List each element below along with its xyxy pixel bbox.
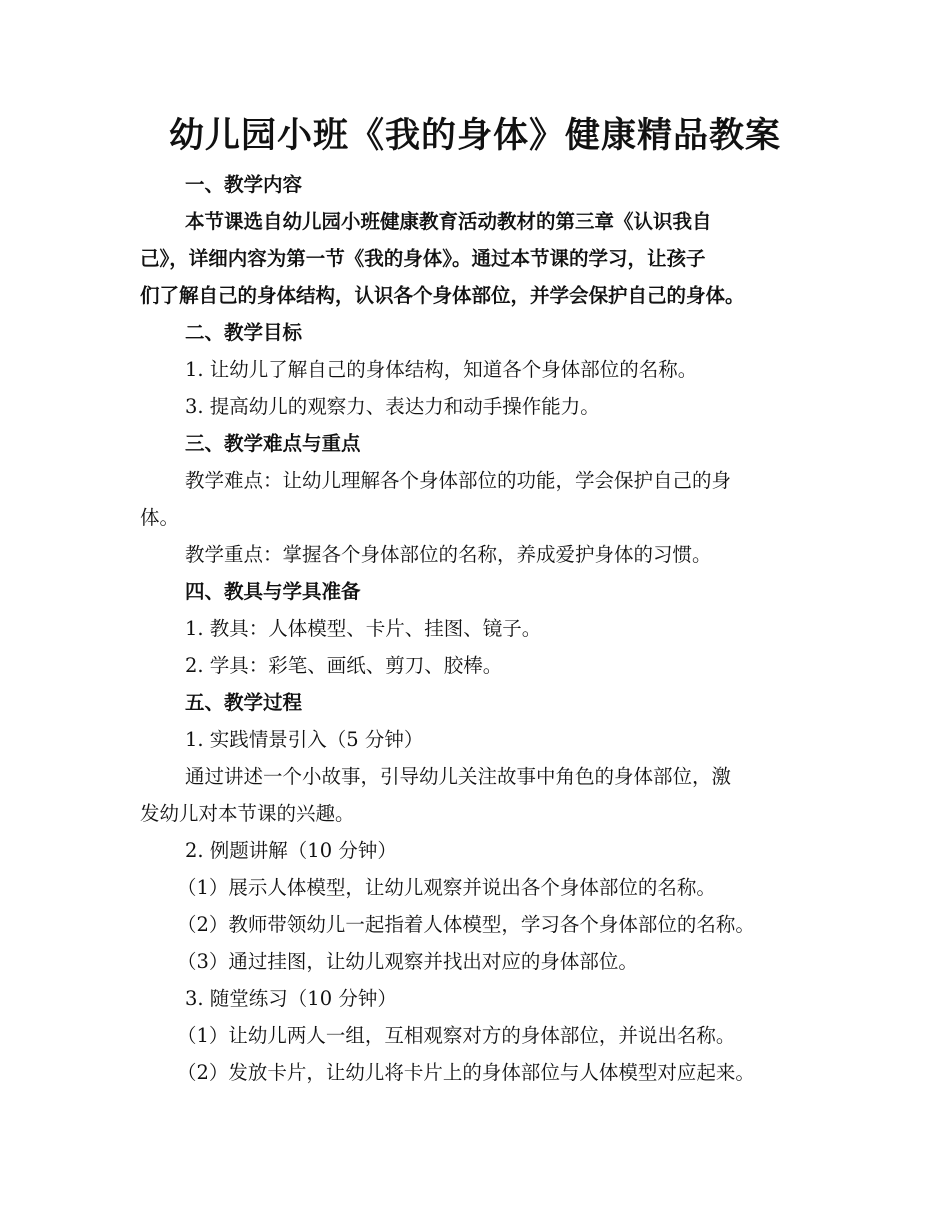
sub-list-item: （2）教师带领幼儿一起指着人体模型，学习各个身体部位的名称。 (177, 913, 755, 936)
list-item: 3. 提高幼儿的观察力、表达力和动手操作能力。 (185, 395, 600, 418)
section-heading-process: 五、教学过程 (185, 691, 303, 714)
paragraph-line: 教学重点：掌握各个身体部位的名称，养成爱护身体的习惯。 (185, 543, 712, 566)
list-item: 1. 实践情景引入（5 分钟） (185, 728, 424, 751)
paragraph-line: 发幼儿对本节课的兴趣。 (140, 802, 355, 825)
list-item: 2. 学具：彩笔、画纸、剪刀、胶棒。 (185, 654, 503, 677)
sub-list-item: （1）让幼儿两人一组，互相观察对方的身体部位，并说出名称。 (177, 1024, 736, 1047)
document-title: 幼儿园小班《我的身体》健康精品教案 (168, 116, 781, 156)
paragraph-line: 通过讲述一个小故事，引导幼儿关注故事中角色的身体部位，激 (185, 765, 732, 788)
paragraph-line: 们了解自己的身体结构，认识各个身体部位，并学会保护自己的身体。 (140, 284, 745, 307)
list-item: 1. 教具：人体模型、卡片、挂图、镜子。 (185, 617, 542, 640)
section-heading-goals: 二、教学目标 (185, 321, 303, 344)
list-item: 3. 随堂练习（10 分钟） (185, 987, 397, 1010)
list-item: 1. 让幼儿了解自己的身体结构，知道各个身体部位的名称。 (185, 358, 698, 381)
paragraph-line: 教学难点：让幼儿理解各个身体部位的功能，学会保护自己的身 (185, 469, 732, 492)
sub-list-item: （2）发放卡片，让幼儿将卡片上的身体部位与人体模型对应起来。 (177, 1061, 755, 1084)
sub-list-item: （3）通过挂图，让幼儿观察并找出对应的身体部位。 (177, 950, 638, 973)
paragraph-line: 体。 (140, 506, 180, 529)
list-item: 2. 例题讲解（10 分钟） (185, 839, 397, 862)
paragraph-line: 己》，详细内容为第一节《我的身体》。通过本节课的学习，让孩子 (140, 247, 706, 270)
section-heading-materials: 四、教具与学具准备 (185, 580, 361, 603)
section-heading-content: 一、教学内容 (185, 173, 303, 196)
section-heading-difficulties: 三、教学难点与重点 (185, 432, 361, 455)
paragraph-line: 本节课选自幼儿园小班健康教育活动教材的第三章《认识我自 (185, 210, 712, 233)
sub-list-item: （1）展示人体模型，让幼儿观察并说出各个身体部位的名称。 (177, 876, 716, 899)
document-body (140, 166, 830, 1091)
